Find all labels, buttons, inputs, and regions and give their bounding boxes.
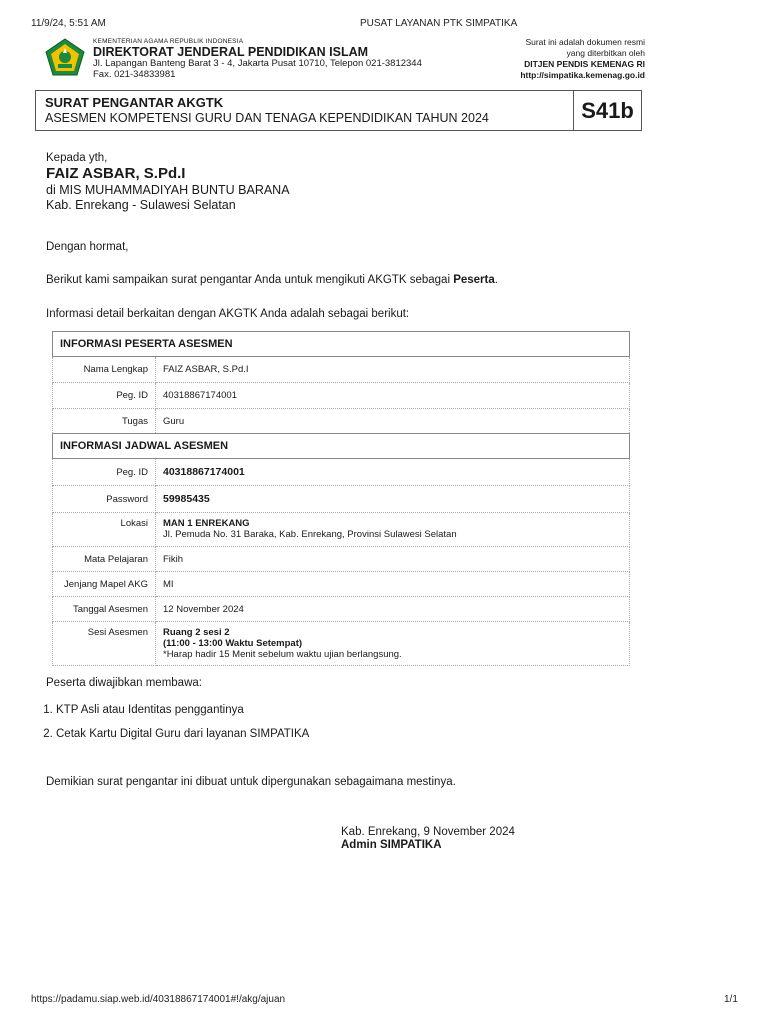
signature-signer: Admin SIMPATIKA [341, 839, 442, 851]
password-value: 59985435 [156, 486, 630, 513]
pegid-value: 40318867174001 [156, 383, 630, 409]
name-value: FAIZ ASBAR, S.Pd.I [156, 357, 630, 383]
schedule-section-heading: INFORMASI JADWAL ASESMEN [53, 434, 630, 459]
schedule-pegid-label: Peg. ID [53, 459, 156, 486]
name-label: Nama Lengkap [53, 357, 156, 383]
session-room: Ruang 2 sesi 2 [163, 627, 230, 638]
official-issuer: DITJEN PENDIS KEMENAG RI [524, 59, 645, 69]
official-notice-line: yang diterbitkan oleh [566, 48, 645, 58]
recipient-greeting: Kepada yth, [46, 152, 108, 164]
print-url: https://padamu.siap.web.id/40318867174001#!/akg/ajuan [31, 994, 286, 1005]
table-row [53, 547, 630, 572]
ministry-name: KEMENTERIAN AGAMA REPUBLIK INDONESIA [93, 38, 244, 45]
official-url: http://simpatika.kemenag.go.id [520, 70, 645, 80]
level-label: Jenjang Mapel AKG [53, 572, 156, 597]
intro-text: Berikut kami sampaikan surat pengantar Anda untuk mengikuti AKGTK sebagai [46, 274, 454, 286]
kemenag-logo-icon [44, 38, 86, 80]
session-time: (11:00 - 13:00 Waktu Setempat) [163, 638, 303, 649]
recipient-region: Kab. Enrekang - Sulawesi Selatan [46, 198, 236, 212]
location-value [156, 513, 630, 547]
password-label: Password [53, 486, 156, 513]
requirements-list [38, 700, 309, 748]
date-label: Tanggal Asesmen [53, 597, 156, 622]
level-value: MI [156, 572, 630, 597]
subject-label: Mata Pelajaran [53, 547, 156, 572]
session-value [156, 622, 630, 666]
table-row [53, 383, 630, 409]
intro-role: Peserta [453, 274, 495, 286]
table-row [53, 357, 630, 383]
list-item: 2. Cetak Kartu Digital Guru dari layanan SIMPATIKA [56, 724, 309, 748]
salutation: Dengan hormat, [46, 241, 129, 253]
requirements-intro: Peserta diwajibkan membawa: [46, 677, 202, 689]
location-address: Jl. Pemuda No. 31 Baraka, Kab. Enrekang, Provinsi Sulawesi Selatan [163, 529, 457, 540]
recipient-institution: di MIS MUHAMMADIYAH BUNTU BARANA [46, 183, 290, 197]
department-address: Jl. Lapangan Banteng Barat 3 - 4, Jakarta Pusat 10710, Telepon 021-3812344 [93, 58, 422, 69]
intro-suffix: . [494, 274, 498, 286]
closing-statement: Demikian surat pengantar ini dibuat untuk dipergunakan sebagaimana mestinya. [46, 776, 456, 788]
table-row [53, 459, 630, 486]
department-fax: Fax. 021-34833981 [93, 69, 176, 80]
print-page-title: PUSAT LAYANAN PTK SIMPATIKA [360, 18, 518, 29]
subject-value: Fikih [156, 547, 630, 572]
official-notice-line: Surat ini adalah dokumen resmi [525, 37, 645, 47]
recipient-name: FAIZ ASBAR, S.Pd.I [46, 165, 186, 182]
detail-intro: Informasi detail berkaitan dengan AKGTK Anda adalah sebagai berikut: [46, 308, 410, 320]
location-name: MAN 1 ENREKANG [163, 518, 250, 529]
document-title-box [35, 90, 642, 131]
print-page-number: 1/1 [724, 994, 738, 1005]
intro-paragraph [46, 274, 498, 286]
official-notice [445, 37, 645, 81]
table-row [53, 486, 630, 513]
document-subtitle: ASESMEN KOMPETENSI GURU DAN TENAGA KEPENDIDIKAN TAHUN 2024 [45, 111, 489, 125]
list-item: 1. KTP Asli atau Identitas penggantinya [56, 700, 309, 724]
session-label: Sesi Asesmen [53, 622, 156, 666]
task-value: Guru [156, 409, 630, 434]
table-row [53, 622, 630, 666]
schedule-pegid-value: 40318867174001 [156, 459, 630, 486]
table-row [53, 513, 630, 547]
task-label: Tugas [53, 409, 156, 434]
table-row [53, 572, 630, 597]
document-title: SURAT PENGANTAR AKGTK [45, 95, 224, 110]
date-value: 12 November 2024 [156, 597, 630, 622]
session-note: *Harap hadir 15 Menit sebelum waktu ujian berlangsung. [163, 649, 402, 660]
pegid-label: Peg. ID [53, 383, 156, 409]
location-label: Lokasi [53, 513, 156, 547]
participant-section-heading: INFORMASI PESERTA ASESMEN [53, 332, 630, 357]
assessment-info-table [52, 331, 630, 666]
table-row [53, 409, 630, 434]
signature-place-date: Kab. Enrekang, 9 November 2024 [341, 826, 515, 838]
department-name: DIREKTORAT JENDERAL PENDIDIKAN ISLAM [93, 45, 369, 59]
print-datetime: 11/9/24, 5:51 AM [31, 18, 106, 29]
table-row [53, 597, 630, 622]
document-code: S41b [573, 91, 641, 130]
